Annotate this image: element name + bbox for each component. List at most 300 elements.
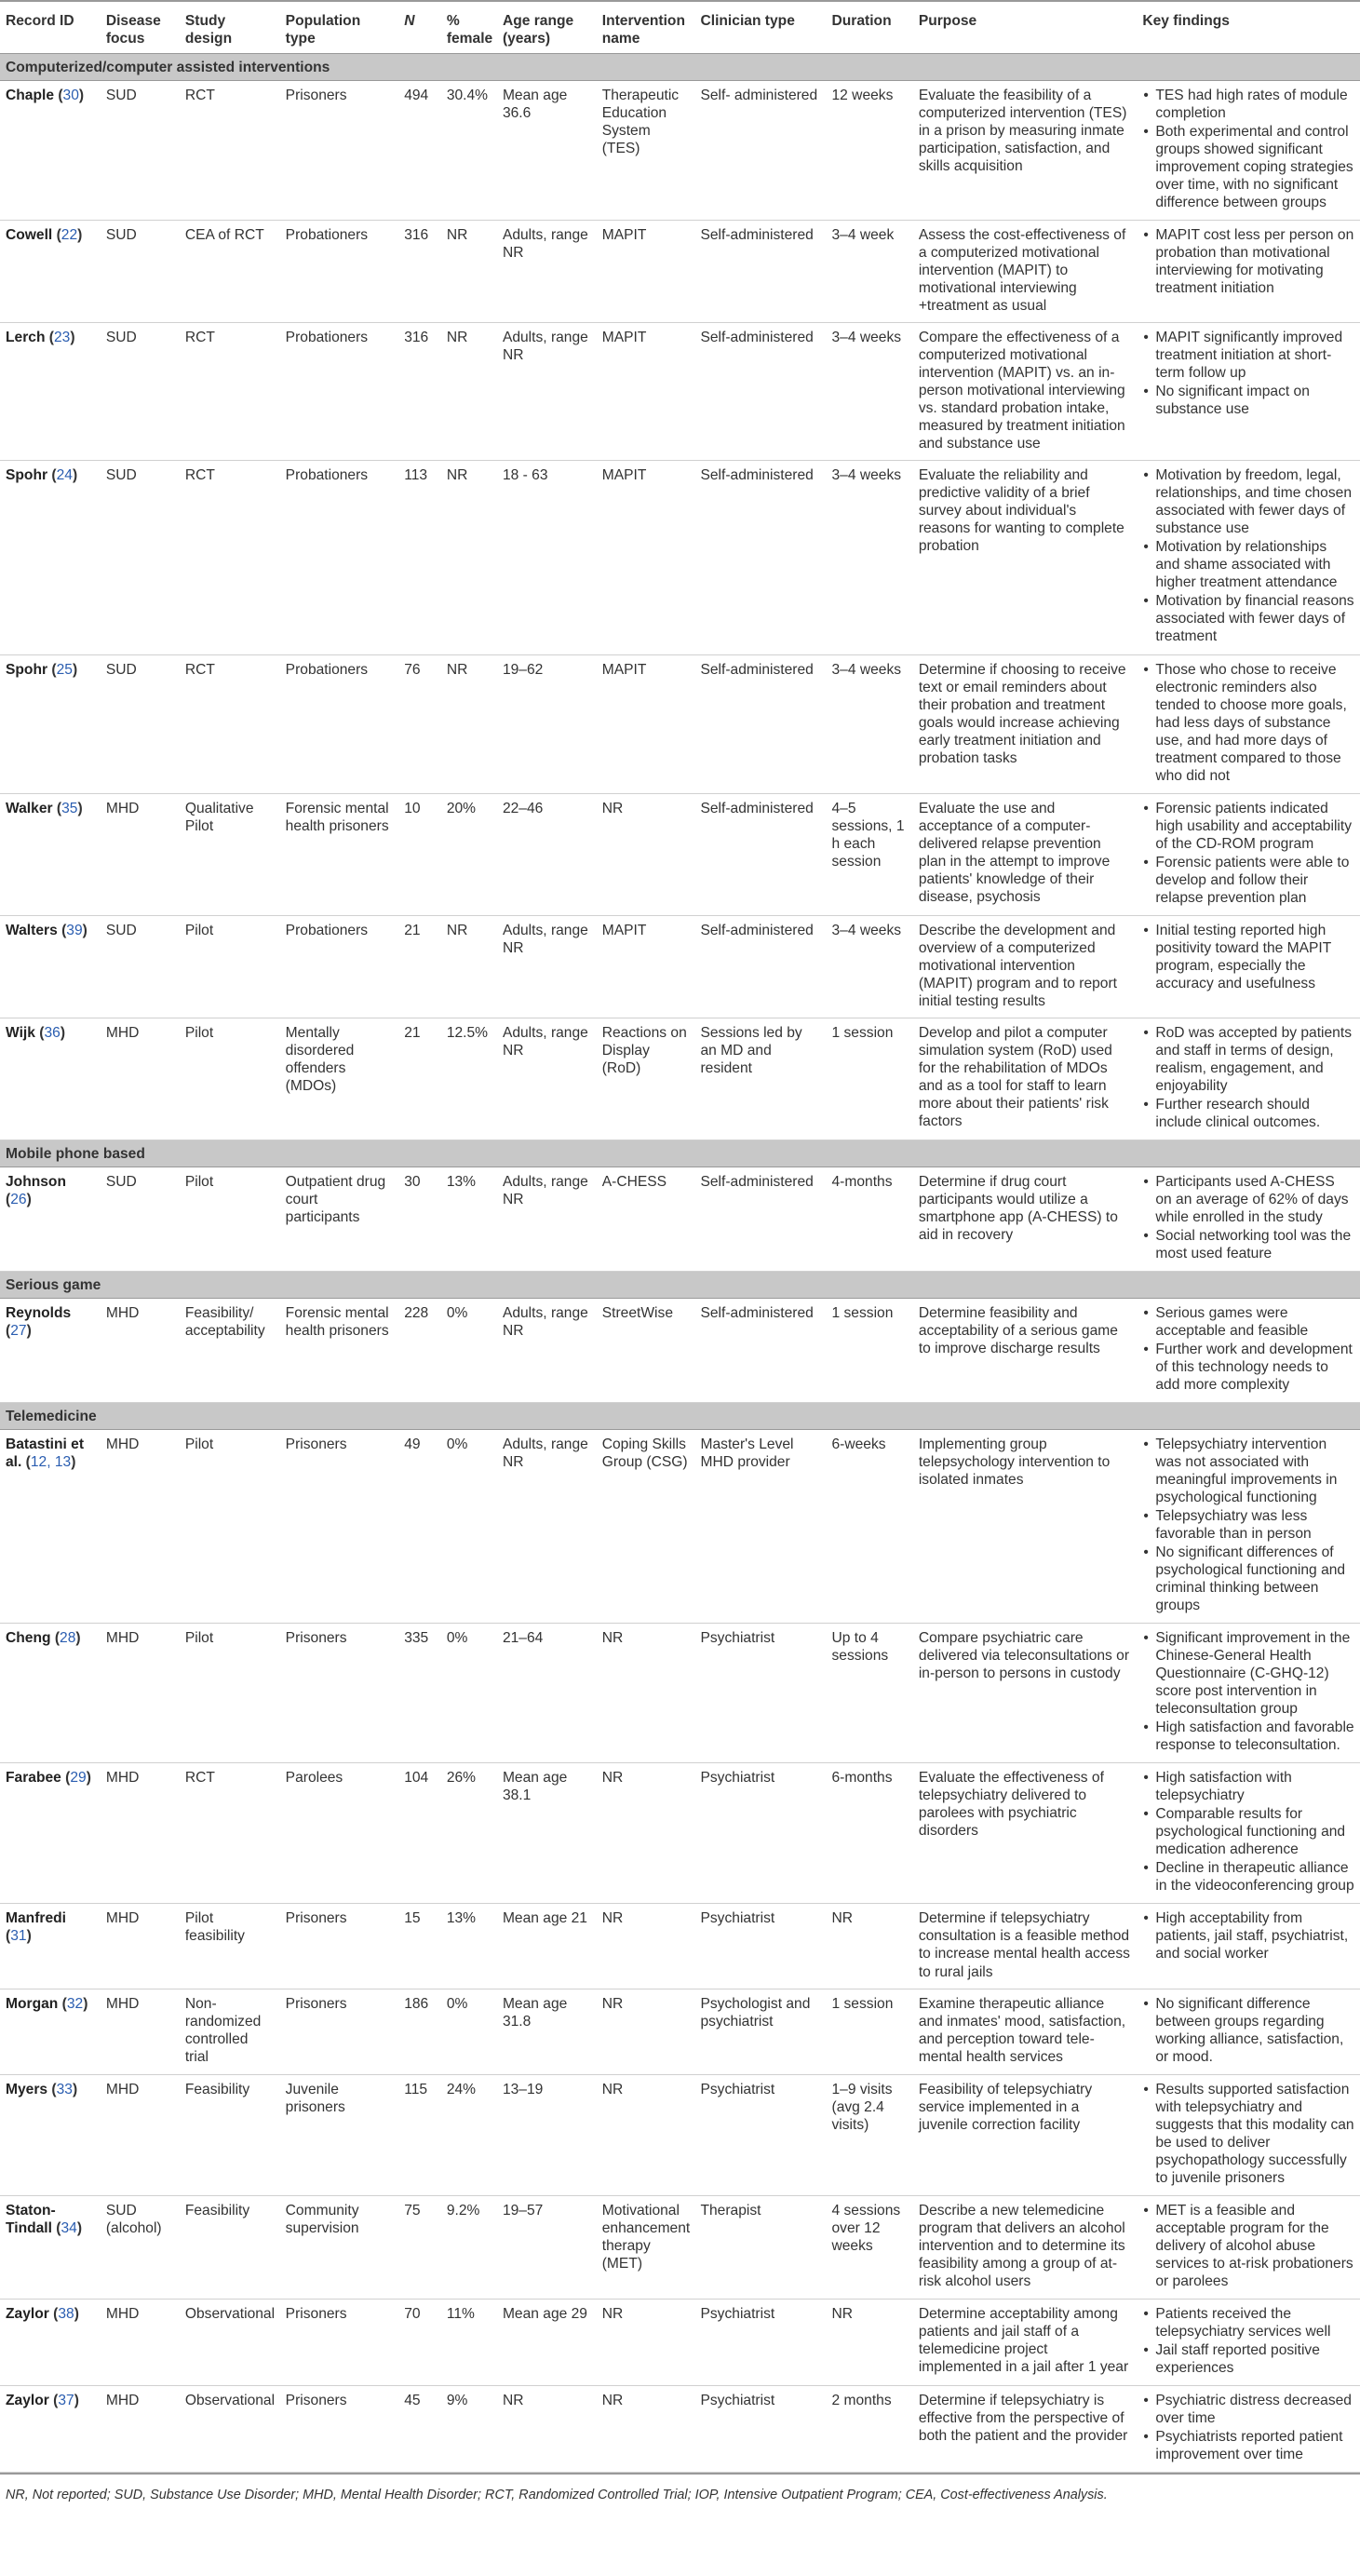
key-findings-cell — [1137, 1430, 1360, 1624]
findings-list — [1142, 2081, 1354, 2187]
duration-cell: NR — [827, 1904, 913, 1989]
purpose-cell: Determine if telepsychiatry is effective from the perspective of both the patient and the provider — [913, 2385, 1138, 2472]
record-id-cell: Zaylor (37) — [0, 2385, 101, 2472]
n-cell: 10 — [398, 793, 441, 915]
study-design-cell: Feasibility — [180, 2195, 280, 2299]
author-name: Lerch — [6, 330, 46, 346]
reference-link[interactable]: 24 — [56, 467, 73, 484]
clinician-type-cell: Psychologist and psychiatrist — [694, 1989, 826, 2074]
disease-focus-cell: MHD — [101, 1763, 180, 1904]
purpose-cell: Evaluate the feasibility of a computerized intervention (TES) in a prison by measuring inmate participation, satisfaction, and skills acquisition — [913, 81, 1138, 221]
table-row — [0, 1763, 1360, 1904]
intervention-name-cell: NR — [597, 1904, 695, 1989]
disease-focus-cell: SUD — [101, 915, 180, 1018]
study-design-cell: CEA of RCT — [180, 221, 280, 323]
col-header-clinician-type: Clinician type — [694, 1, 826, 54]
reference-link[interactable]: 32 — [66, 1995, 84, 2012]
record-id-cell: Walters (39) — [0, 915, 101, 1018]
study-design-cell: Pilot — [180, 915, 280, 1018]
population-type-cell: Probationers — [280, 461, 399, 654]
key-findings-cell — [1137, 323, 1360, 461]
study-design-cell: Feasibility — [180, 2074, 280, 2195]
duration-cell: 12 weeks — [827, 81, 913, 221]
table-row — [0, 1430, 1360, 1624]
n-cell: 494 — [398, 81, 441, 221]
age-range-cell: Adults, range NR — [497, 1167, 597, 1271]
table-row — [0, 1018, 1360, 1140]
intervention-name-cell: NR — [597, 1763, 695, 1904]
intervention-name-cell: MAPIT — [597, 221, 695, 323]
population-type-cell: Prisoners — [280, 81, 399, 221]
col-header-age-range: Age range (years) — [497, 1, 597, 54]
intervention-name-cell: NR — [597, 2385, 695, 2472]
reference-link[interactable]: 33 — [56, 2081, 73, 2097]
table-row — [0, 654, 1360, 793]
findings-list — [1142, 466, 1354, 645]
percent-female-cell: 9.2% — [441, 2195, 497, 2299]
disease-focus-cell: SUD — [101, 81, 180, 221]
table-body — [0, 54, 1360, 2473]
intervention-name-cell: NR — [597, 2299, 695, 2385]
percent-female-cell: NR — [441, 323, 497, 461]
reference-link[interactable]: 23 — [54, 330, 71, 346]
key-findings-cell — [1137, 1018, 1360, 1140]
n-cell: 15 — [398, 1904, 441, 1989]
section-header-row — [0, 1140, 1360, 1167]
percent-female-cell: NR — [441, 654, 497, 793]
purpose-cell: Implementing group telepsychology intervention to isolated inmates — [913, 1430, 1138, 1624]
key-findings-cell — [1137, 654, 1360, 793]
table-row — [0, 793, 1360, 915]
percent-female-cell: 30.4% — [441, 81, 497, 221]
finding-item: • Social networking tool was the most used feature — [1155, 1227, 1354, 1262]
col-header-key-findings: Key findings — [1137, 1, 1360, 54]
reference-link[interactable]: 27 — [10, 1323, 27, 1339]
disease-focus-cell: SUD — [101, 461, 180, 654]
finding-item: • Decline in therapeutic alliance in the videoconferencing group — [1155, 1859, 1354, 1895]
clinician-type-cell: Self-administered — [694, 221, 826, 323]
table-row — [0, 2195, 1360, 2299]
table-row — [0, 1989, 1360, 2074]
population-type-cell: Forensic mental health prisoners — [280, 1298, 399, 1402]
purpose-cell: Feasibility of telepsychiatry service implemented in a juvenile correction facility — [913, 2074, 1138, 2195]
finding-item: • Further work and development of this technology needs to add more complexity — [1155, 1341, 1354, 1394]
findings-list — [1142, 2392, 1354, 2463]
age-range-cell: Mean age 21 — [497, 1904, 597, 1989]
age-range-cell: 18 - 63 — [497, 461, 597, 654]
purpose-cell: Examine therapeutic alliance and inmates' mood, satisfaction, and perception toward tele-mental health services — [913, 1989, 1138, 2074]
percent-female-cell: NR — [441, 221, 497, 323]
table-row — [0, 1298, 1360, 1402]
findings-list — [1142, 2305, 1354, 2377]
reference-link[interactable]: 36 — [44, 1024, 61, 1041]
intervention-name-cell: A-CHESS — [597, 1167, 695, 1271]
finding-item: • Initial testing reported high positivity toward the MAPIT program, especially the accuracy and usefulness — [1155, 922, 1354, 992]
section-title: Mobile phone based — [0, 1140, 1360, 1167]
reference-link[interactable]: 12, 13 — [30, 1454, 72, 1471]
duration-cell: 4 sessions over 12 weeks — [827, 2195, 913, 2299]
record-id-cell: Wijk (36) — [0, 1018, 101, 1140]
author-name: Morgan — [6, 1995, 59, 2012]
intervention-name-cell: NR — [597, 793, 695, 915]
disease-focus-cell: MHD — [101, 1989, 180, 2074]
reference-link[interactable]: 38 — [58, 2305, 74, 2322]
population-type-cell: Prisoners — [280, 1624, 399, 1763]
n-cell: 115 — [398, 2074, 441, 2195]
study-design-cell: Pilot — [180, 1167, 280, 1271]
findings-list — [1142, 661, 1354, 785]
purpose-cell: Determine if telepsychiatry consultation is a feasible method to increase mental health access to rural jails — [913, 1904, 1138, 1989]
finding-item: • Participants used A-CHESS on an average of 62% of days while enrolled in the study — [1155, 1173, 1354, 1226]
percent-female-cell: 26% — [441, 1763, 497, 1904]
population-type-cell: Parolees — [280, 1763, 399, 1904]
clinician-type-cell: Self-administered — [694, 1167, 826, 1271]
finding-item: • TES had high rates of module completion — [1155, 87, 1354, 122]
table-row — [0, 461, 1360, 654]
n-cell: 76 — [398, 654, 441, 793]
table-row — [0, 81, 1360, 221]
age-range-cell: Adults, range NR — [497, 1298, 597, 1402]
findings-list — [1142, 922, 1354, 992]
population-type-cell: Prisoners — [280, 1989, 399, 2074]
finding-item: • Motivation by freedom, legal, relationships, and time chosen associated with fewer days of substance use — [1155, 466, 1354, 537]
finding-item: • Forensic patients were able to develop and follow their relapse prevention plan — [1155, 854, 1354, 907]
duration-cell: 6-months — [827, 1763, 913, 1904]
intervention-name-cell: MAPIT — [597, 323, 695, 461]
disease-focus-cell: MHD — [101, 1904, 180, 1989]
finding-item: • No significant differences of psychological functioning and criminal thinking between groups — [1155, 1544, 1354, 1614]
percent-female-cell: 0% — [441, 1430, 497, 1624]
study-design-cell: RCT — [180, 654, 280, 793]
purpose-cell: Develop and pilot a computer simulation system (RoD) used for the rehabilitation of MDOs and as a tool for staff to learn more about their patients' risk factors — [913, 1018, 1138, 1140]
purpose-cell: Describe the development and overview of a computerized motivational intervention (MAPIT) program and to report initial testing results — [913, 915, 1138, 1018]
header-row — [0, 1, 1360, 54]
purpose-cell: Describe a new telemedicine program that delivers an alcohol intervention and to determine its feasibility among a group of at-risk alcohol users — [913, 2195, 1138, 2299]
col-header-percent-female: % female — [441, 1, 497, 54]
record-id-cell: Cowell (22) — [0, 221, 101, 323]
col-header-n: N — [398, 1, 441, 54]
percent-female-cell: 9% — [441, 2385, 497, 2472]
disease-focus-cell: MHD — [101, 1018, 180, 1140]
study-design-cell: Feasibility/ acceptability — [180, 1298, 280, 1402]
author-name: Myers — [6, 2081, 48, 2097]
n-cell: 21 — [398, 1018, 441, 1140]
clinician-type-cell: Psychiatrist — [694, 2385, 826, 2472]
population-type-cell: Probationers — [280, 221, 399, 323]
finding-item: • Patients received the telepsychiatry services well — [1155, 2305, 1354, 2340]
duration-cell: 4-months — [827, 1167, 913, 1271]
findings-list — [1142, 87, 1354, 211]
intervention-name-cell: Motivational enhancement therapy (MET) — [597, 2195, 695, 2299]
duration-cell: 1 session — [827, 1989, 913, 2074]
age-range-cell: Adults, range NR — [497, 915, 597, 1018]
author-name: Cheng — [6, 1630, 51, 1647]
reference-link[interactable]: 31 — [10, 1928, 27, 1945]
percent-female-cell: 0% — [441, 1624, 497, 1763]
record-id-cell: Manfredi (31) — [0, 1904, 101, 1989]
findings-list — [1142, 1304, 1354, 1394]
table-row — [0, 221, 1360, 323]
n-cell: 49 — [398, 1430, 441, 1624]
finding-item: • Telepsychiatry intervention was not associated with meaningful improvements in psychological functioning — [1155, 1436, 1354, 1506]
n-cell: 30 — [398, 1167, 441, 1271]
clinician-type-cell: Master's Level MHD provider — [694, 1430, 826, 1624]
table-footnote: NR, Not reported; SUD, Substance Use Disorder; MHD, Mental Health Disorder; RCT, Randomized Controlled Trial; IOP, Intensive Outpatient Program; CEA, Cost-effectiveness Analysis. — [0, 2473, 1360, 2502]
n-cell: 70 — [398, 2299, 441, 2385]
clinician-type-cell: Psychiatrist — [694, 1624, 826, 1763]
study-design-cell: Pilot — [180, 1018, 280, 1140]
col-header-disease-focus: Disease focus — [101, 1, 180, 54]
finding-item: • Serious games were acceptable and feasible — [1155, 1304, 1354, 1340]
study-design-cell: Non-randomized controlled trial — [180, 1989, 280, 2074]
purpose-cell: Determine feasibility and acceptability of a serious game to improve discharge results — [913, 1298, 1138, 1402]
key-findings-cell — [1137, 1167, 1360, 1271]
reference-link[interactable]: 34 — [61, 2219, 77, 2236]
reference-link[interactable]: 25 — [56, 661, 73, 678]
population-type-cell: Prisoners — [280, 1904, 399, 1989]
disease-focus-cell: MHD — [101, 2299, 180, 2385]
n-cell: 335 — [398, 1624, 441, 1763]
purpose-cell: Determine if choosing to receive text or email reminders about their probation and treatment goals would increase achieving early treatment initiation and probation tasks — [913, 654, 1138, 793]
disease-focus-cell: MHD — [101, 2074, 180, 2195]
n-cell: 75 — [398, 2195, 441, 2299]
findings-list — [1142, 226, 1354, 297]
clinician-type-cell: Psychiatrist — [694, 1904, 826, 1989]
finding-item: • Those who chose to receive electronic reminders also tended to choose more goals, had less days of substance use, and had more days of treatment compared to those who did not — [1155, 661, 1354, 785]
population-type-cell: Outpatient drug court participants — [280, 1167, 399, 1271]
purpose-cell: Assess the cost-effectiveness of a computerized motivational intervention (MAPIT) to motivational interviewing +treatment as usual — [913, 221, 1138, 323]
reference-link[interactable]: 29 — [70, 1770, 87, 1787]
duration-cell: 1 session — [827, 1298, 913, 1402]
record-id-cell: Johnson (26) — [0, 1167, 101, 1271]
key-findings-cell — [1137, 2195, 1360, 2299]
finding-item: • MAPIT cost less per person on probation than motivational interviewing for motivating treatment initiation — [1155, 226, 1354, 297]
reference-link[interactable]: 30 — [62, 88, 79, 104]
table-row — [0, 2385, 1360, 2472]
col-header-purpose: Purpose — [913, 1, 1138, 54]
duration-cell: 3–4 week — [827, 221, 913, 323]
key-findings-cell — [1137, 793, 1360, 915]
percent-female-cell: 11% — [441, 2299, 497, 2385]
finding-item: • Motivation by relationships and shame associated with higher treatment attendance — [1155, 538, 1354, 591]
intervention-name-cell: Reactions on Display (RoD) — [597, 1018, 695, 1140]
finding-item: • Motivation by financial reasons associated with fewer days of treatment — [1155, 592, 1354, 645]
study-design-cell: Pilot feasibility — [180, 1904, 280, 1989]
age-range-cell: 13–19 — [497, 2074, 597, 2195]
study-design-cell: RCT — [180, 81, 280, 221]
purpose-cell: Evaluate the effectiveness of telepsychiatry delivered to parolees with psychiatric disorders — [913, 1763, 1138, 1904]
duration-cell: 1–9 visits (avg 2.4 visits) — [827, 2074, 913, 2195]
record-id-cell: Zaylor (38) — [0, 2299, 101, 2385]
percent-female-cell: 0% — [441, 1298, 497, 1402]
col-header-population-type: Population type — [280, 1, 399, 54]
key-findings-cell — [1137, 2385, 1360, 2472]
age-range-cell: Mean age 31.8 — [497, 1989, 597, 2074]
section-header-row — [0, 54, 1360, 81]
purpose-cell: Evaluate the reliability and predictive validity of a brief survey about individual's reasons for wanting to complete probation — [913, 461, 1138, 654]
finding-item: • Jail staff reported positive experiences — [1155, 2341, 1354, 2377]
population-type-cell: Juvenile prisoners — [280, 2074, 399, 2195]
duration-cell: 3–4 weeks — [827, 461, 913, 654]
duration-cell: 3–4 weeks — [827, 323, 913, 461]
table-row — [0, 2299, 1360, 2385]
age-range-cell: 19–57 — [497, 2195, 597, 2299]
finding-item: • Forensic patients indicated high usability and acceptability of the CD-ROM program — [1155, 800, 1354, 853]
reference-link[interactable]: 37 — [58, 2392, 74, 2408]
n-cell: 228 — [398, 1298, 441, 1402]
finding-item: • MET is a feasible and acceptable program for the delivery of alcohol abuse services to at-risk probationers or parolees — [1155, 2202, 1354, 2290]
findings-list — [1142, 1909, 1354, 1962]
finding-item: • Further research should include clinical outcomes. — [1155, 1096, 1354, 1131]
key-findings-cell — [1137, 1624, 1360, 1763]
section-header-row — [0, 1271, 1360, 1298]
key-findings-cell — [1137, 1904, 1360, 1989]
author-name: Walker — [6, 800, 53, 816]
reference-link[interactable]: 28 — [60, 1630, 76, 1647]
intervention-name-cell: Therapeutic Education System (TES) — [597, 81, 695, 221]
section-header-row — [0, 1403, 1360, 1430]
age-range-cell: Adults, range NR — [497, 323, 597, 461]
finding-item: • Both experimental and control groups showed significant improvement coping strategies over time, with no significant difference between groups — [1155, 123, 1354, 211]
author-name: Batastini et al. — [6, 1436, 85, 1471]
table-row — [0, 323, 1360, 461]
population-type-cell: Probationers — [280, 654, 399, 793]
percent-female-cell: 0% — [441, 1989, 497, 2074]
population-type-cell: Probationers — [280, 323, 399, 461]
record-id-cell: Spohr (25) — [0, 654, 101, 793]
disease-focus-cell: MHD — [101, 1430, 180, 1624]
age-range-cell: Adults, range NR — [497, 1430, 597, 1624]
author-name: Manfredi — [6, 1910, 66, 1927]
key-findings-cell — [1137, 81, 1360, 221]
percent-female-cell: 20% — [441, 793, 497, 915]
finding-item: • Comparable results for psychological functioning and medication adherence — [1155, 1805, 1354, 1858]
reference-link[interactable]: 26 — [10, 1191, 27, 1207]
author-name: Spohr — [6, 467, 48, 484]
section-title: Computerized/computer assisted interventions — [0, 54, 1360, 81]
clinician-type-cell: Self-administered — [694, 793, 826, 915]
finding-item: • No significant impact on substance use — [1155, 383, 1354, 418]
key-findings-cell — [1137, 1298, 1360, 1402]
reference-link[interactable]: 22 — [61, 227, 78, 244]
finding-item: • Psychiatrists reported patient improvement over time — [1155, 2428, 1354, 2463]
author-name: Chaple — [6, 88, 54, 104]
finding-item: • High satisfaction and favorable response to teleconsultation. — [1155, 1719, 1354, 1754]
percent-female-cell: 24% — [441, 2074, 497, 2195]
clinician-type-cell: Psychiatrist — [694, 2299, 826, 2385]
intervention-name-cell: NR — [597, 2074, 695, 2195]
purpose-cell: Compare psychiatric care delivered via teleconsultations or in-person to persons in custody — [913, 1624, 1138, 1763]
clinician-type-cell: Sessions led by an MD and resident — [694, 1018, 826, 1140]
clinician-type-cell: Therapist — [694, 2195, 826, 2299]
purpose-cell: Compare the effectiveness of a computerized motivational intervention (MAPIT) vs. an in-person motivational interviewing vs. standard probation intake, measured by treatment initiation and substance use — [913, 323, 1138, 461]
author-name: Zaylor — [6, 2305, 49, 2322]
clinician-type-cell: Self-administered — [694, 654, 826, 793]
n-cell: 316 — [398, 323, 441, 461]
n-cell: 104 — [398, 1763, 441, 1904]
record-id-cell: Spohr (24) — [0, 461, 101, 654]
intervention-name-cell: NR — [597, 1624, 695, 1763]
clinician-type-cell: Self-administered — [694, 915, 826, 1018]
col-header-intervention-name: Intervention name — [597, 1, 695, 54]
author-name: Walters — [6, 922, 58, 938]
study-design-cell: RCT — [180, 461, 280, 654]
findings-list — [1142, 1769, 1354, 1895]
study-design-cell: Observational — [180, 2299, 280, 2385]
age-range-cell: 19–62 — [497, 654, 597, 793]
findings-list — [1142, 1629, 1354, 1754]
disease-focus-cell: MHD — [101, 793, 180, 915]
findings-list — [1142, 329, 1354, 418]
percent-female-cell: 13% — [441, 1167, 497, 1271]
intervention-name-cell: MAPIT — [597, 654, 695, 793]
study-design-cell: Pilot — [180, 1624, 280, 1763]
author-name: Spohr — [6, 661, 48, 678]
age-range-cell: Mean age 36.6 — [497, 81, 597, 221]
col-header-record-id: Record ID — [0, 1, 101, 54]
section-title: Telemedicine — [0, 1403, 1360, 1430]
disease-focus-cell: SUD — [101, 1167, 180, 1271]
population-type-cell: Probationers — [280, 915, 399, 1018]
findings-list — [1142, 1436, 1354, 1614]
key-findings-cell — [1137, 221, 1360, 323]
table-row — [0, 1624, 1360, 1763]
purpose-cell: Determine if drug court participants would utilize a smartphone app (A-CHESS) to aid in recovery — [913, 1167, 1138, 1271]
disease-focus-cell: MHD — [101, 1298, 180, 1402]
age-range-cell: Mean age 29 — [497, 2299, 597, 2385]
n-cell: 316 — [398, 221, 441, 323]
clinician-type-cell: Self-administered — [694, 1298, 826, 1402]
record-id-cell: Morgan (32) — [0, 1989, 101, 2074]
record-id-cell: Staton-Tindall (34) — [0, 2195, 101, 2299]
finding-item: • MAPIT significantly improved treatment initiation at short-term follow up — [1155, 329, 1354, 382]
study-design-cell: Pilot — [180, 1430, 280, 1624]
intervention-name-cell: MAPIT — [597, 915, 695, 1018]
table-row — [0, 915, 1360, 1018]
author-name: Farabee — [6, 1770, 61, 1787]
findings-list — [1142, 1173, 1354, 1262]
author-name: Cowell — [6, 227, 53, 244]
col-header-study-design: Study design — [180, 1, 280, 54]
reference-link[interactable]: 39 — [66, 922, 83, 938]
disease-focus-cell: MHD — [101, 1624, 180, 1763]
study-design-cell: RCT — [180, 1763, 280, 1904]
table-row — [0, 1167, 1360, 1271]
finding-item: • Significant improvement in the Chinese-General Health Questionnaire (C-GHQ-12) score post intervention in teleconsultation group — [1155, 1629, 1354, 1718]
percent-female-cell: 13% — [441, 1904, 497, 1989]
finding-item: • Psychiatric distress decreased over time — [1155, 2392, 1354, 2427]
key-findings-cell — [1137, 1763, 1360, 1904]
duration-cell: Up to 4 sessions — [827, 1624, 913, 1763]
age-range-cell: 22–46 — [497, 793, 597, 915]
record-id-cell: Walker (35) — [0, 793, 101, 915]
author-name: Staton-Tindall — [6, 2202, 56, 2236]
age-range-cell: Adults, range NR — [497, 221, 597, 323]
record-id-cell: Reynolds (27) — [0, 1298, 101, 1402]
reference-link[interactable]: 35 — [61, 800, 78, 816]
disease-focus-cell: MHD — [101, 2385, 180, 2472]
duration-cell: NR — [827, 2299, 913, 2385]
record-id-cell: Chaple (30) — [0, 81, 101, 221]
clinician-type-cell: Psychiatrist — [694, 2074, 826, 2195]
section-title: Serious game — [0, 1271, 1360, 1298]
duration-cell: 3–4 weeks — [827, 915, 913, 1018]
findings-list — [1142, 1024, 1354, 1131]
intervention-name-cell: NR — [597, 1989, 695, 2074]
study-design-cell: RCT — [180, 323, 280, 461]
clinician-type-cell: Self- administered — [694, 81, 826, 221]
population-type-cell: Mentally disordered offenders (MDOs) — [280, 1018, 399, 1140]
